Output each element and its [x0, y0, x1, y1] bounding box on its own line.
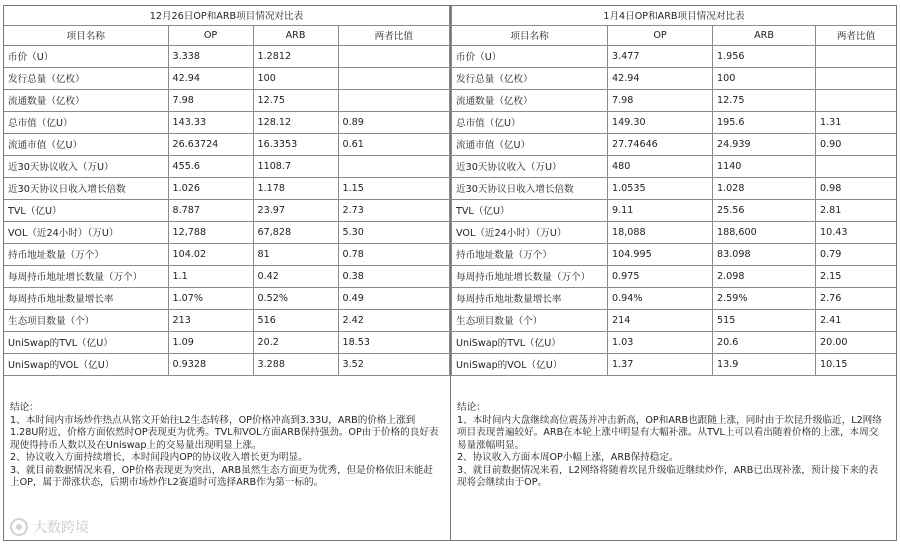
watermark-text: 大数跨境	[33, 520, 89, 536]
table-cell: 0.90	[816, 133, 897, 155]
table-cell: 1140	[713, 155, 816, 177]
table-cell: 2.41	[816, 309, 897, 331]
table-cell: 143.33	[168, 111, 253, 133]
left-comparison-table	[4, 6, 450, 376]
table-cell: 0.78	[338, 243, 450, 265]
table-row	[4, 287, 450, 309]
conclusion-line: 3、就目前数据情况来看，L2网络将随着坎昆升级临近继续炒作，ARB已出现补涨，预计接下来的表现将会继续由于OP。	[457, 464, 879, 488]
table-cell: 10.15	[816, 353, 897, 375]
table-row	[4, 309, 450, 331]
table-title: 1月4日OP和ARB项目情况对比表	[452, 6, 897, 25]
table-cell: 流通市值（亿U）	[452, 133, 608, 155]
table-cell: 0.975	[608, 265, 713, 287]
table-row	[4, 331, 450, 353]
table-cell: 24.939	[713, 133, 816, 155]
table-cell: 214	[608, 309, 713, 331]
column-header: OP	[168, 25, 253, 45]
table-cell: 1.178	[253, 177, 338, 199]
table-cell	[338, 155, 450, 177]
table-cell: 每周持币地址增长数量（万个）	[452, 265, 608, 287]
table-cell: 23.97	[253, 199, 338, 221]
table-cell: 总市值（亿U）	[452, 111, 608, 133]
table-cell	[816, 155, 897, 177]
title-row	[452, 6, 897, 25]
header-row	[452, 25, 897, 45]
table-cell: 币价（U）	[452, 45, 608, 67]
table-row	[4, 133, 450, 155]
table-cell: 515	[713, 309, 816, 331]
table-cell: 3.288	[253, 353, 338, 375]
table-cell: 近30天协议日收入增长倍数	[4, 177, 168, 199]
table-cell: 12.75	[253, 89, 338, 111]
table-cell: 1.028	[713, 177, 816, 199]
table-cell: 128.12	[253, 111, 338, 133]
table-row	[452, 155, 897, 177]
table-cell	[816, 67, 897, 89]
table-cell: 每周持币地址数量增长率	[4, 287, 168, 309]
conclusion-line: 3、就目前数据情况来看，OP价格表现更为突出，ARB虽然生态方面更为优秀，但是价格依旧未能赶上OP，属于滞涨状态，后期市场炒作L2赛道时可选择ARB作为第一标的。	[10, 464, 433, 488]
table-cell: 0.38	[338, 265, 450, 287]
table-cell: 发行总量（亿枚）	[4, 67, 168, 89]
column-header: ARB	[713, 25, 816, 45]
table-cell	[338, 67, 450, 89]
table-cell: 18,088	[608, 221, 713, 243]
table-cell: 455.6	[168, 155, 253, 177]
table-cell: 币价（U）	[4, 45, 168, 67]
table-cell: 0.89	[338, 111, 450, 133]
column-header: OP	[608, 25, 713, 45]
table-cell: 1.37	[608, 353, 713, 375]
right-conclusion	[451, 376, 896, 490]
table-cell	[816, 89, 897, 111]
header-row	[4, 25, 450, 45]
table-cell: 持币地址数量（万个）	[4, 243, 168, 265]
table-cell: VOL（近24小时）（万U）	[4, 221, 168, 243]
right-panel	[450, 6, 896, 540]
table-cell: 2.81	[816, 199, 897, 221]
table-cell: 1.0535	[608, 177, 713, 199]
table-cell: 2.73	[338, 199, 450, 221]
table-cell: 195.6	[713, 111, 816, 133]
table-cell: 20.00	[816, 331, 897, 353]
table-row	[452, 331, 897, 353]
table-cell: 27.74646	[608, 133, 713, 155]
table-row	[452, 243, 897, 265]
table-row	[4, 353, 450, 375]
table-cell: 104.02	[168, 243, 253, 265]
table-cell: UniSwap的TVL（亿U）	[4, 331, 168, 353]
table-cell: UniSwap的VOL（亿U）	[452, 353, 608, 375]
table-row	[4, 155, 450, 177]
table-row	[4, 177, 450, 199]
table-cell: 100	[713, 67, 816, 89]
table-row	[452, 309, 897, 331]
column-header: 项目名称	[452, 25, 608, 45]
title-row	[4, 6, 450, 25]
column-header: 两者比值	[338, 25, 450, 45]
table-cell: 7.98	[608, 89, 713, 111]
table-cell: 149.30	[608, 111, 713, 133]
column-header: 项目名称	[4, 25, 168, 45]
watermark-logo-icon	[10, 518, 28, 536]
table-row	[4, 111, 450, 133]
table-row	[452, 89, 897, 111]
table-cell: 16.3353	[253, 133, 338, 155]
conclusion-line: 1、本时间内市场炒作热点从铭文开始往L2生态转移，OP价格冲高到3.33U，ARB的价格上涨到1.28U附近，价格方面依然时OP表现更为优秀。TVL和VOL方面ARB保持强劲。OP由于价格的良好表现使得持币人数以及在Uniswap上的交易量出现明显上涨。	[10, 414, 439, 451]
table-cell: 1.026	[168, 177, 253, 199]
table-cell: 12.75	[713, 89, 816, 111]
table-cell: 0.9328	[168, 353, 253, 375]
watermark	[10, 517, 89, 537]
table-cell: UniSwap的TVL（亿U）	[452, 331, 608, 353]
table-cell: 生态项目数量（个）	[4, 309, 168, 331]
table-cell: 0.79	[816, 243, 897, 265]
table-row	[452, 287, 897, 309]
table-row	[4, 199, 450, 221]
table-cell: 2.098	[713, 265, 816, 287]
table-cell: 81	[253, 243, 338, 265]
conclusion-label: 结论：	[457, 401, 486, 413]
table-cell: 20.2	[253, 331, 338, 353]
table-cell: 2.76	[816, 287, 897, 309]
table-cell: 516	[253, 309, 338, 331]
table-cell: 0.49	[338, 287, 450, 309]
table-cell: 0.94%	[608, 287, 713, 309]
table-cell: 1.2812	[253, 45, 338, 67]
table-cell: 1108.7	[253, 155, 338, 177]
table-cell: 1.03	[608, 331, 713, 353]
table-cell: 近30天协议收入（万U）	[452, 155, 608, 177]
table-row	[452, 111, 897, 133]
table-cell: 发行总量（亿枚）	[452, 67, 608, 89]
table-cell: 3.52	[338, 353, 450, 375]
table-cell	[338, 45, 450, 67]
table-cell: 总市值（亿U）	[4, 111, 168, 133]
table-cell: 9.11	[608, 199, 713, 221]
table-cell: 2.15	[816, 265, 897, 287]
left-panel	[4, 6, 450, 540]
table-row	[4, 265, 450, 287]
table-cell: 每周持币地址数量增长率	[452, 287, 608, 309]
table-cell: 8.787	[168, 199, 253, 221]
table-cell: 104.995	[608, 243, 713, 265]
comparison-document	[3, 5, 897, 541]
table-cell: 42.94	[608, 67, 713, 89]
table-row	[452, 177, 897, 199]
table-cell: 0.42	[253, 265, 338, 287]
column-header: ARB	[253, 25, 338, 45]
right-comparison-table	[451, 6, 896, 376]
conclusion-line: 2、协议收入方面持续增长，本时间段内OP的协议收入增长更为明显。	[10, 452, 308, 464]
table-row	[452, 265, 897, 287]
table-row	[4, 221, 450, 243]
left-conclusion	[4, 376, 450, 490]
table-cell: 3.338	[168, 45, 253, 67]
table-cell: TVL（亿U）	[4, 199, 168, 221]
table-row	[452, 353, 897, 375]
table-row	[452, 67, 897, 89]
table-cell: VOL（近24小时）（万U）	[452, 221, 608, 243]
table-row	[452, 45, 897, 67]
table-cell: 3.477	[608, 45, 713, 67]
table-cell: TVL（亿U）	[452, 199, 608, 221]
table-cell	[338, 89, 450, 111]
table-row	[4, 243, 450, 265]
table-cell: 0.61	[338, 133, 450, 155]
table-cell: 0.98	[816, 177, 897, 199]
table-row	[452, 221, 897, 243]
table-cell: UniSwap的VOL（亿U）	[4, 353, 168, 375]
table-cell: 25.56	[713, 199, 816, 221]
table-row	[4, 89, 450, 111]
table-cell: 1.31	[816, 111, 897, 133]
table-row	[4, 67, 450, 89]
table-cell: 生态项目数量（个）	[452, 309, 608, 331]
table-cell: 流通数量（亿枚）	[452, 89, 608, 111]
table-cell: 188,600	[713, 221, 816, 243]
table-cell: 流通市值（亿U）	[4, 133, 168, 155]
table-cell: 1.09	[168, 331, 253, 353]
table-cell: 12,788	[168, 221, 253, 243]
table-row	[4, 45, 450, 67]
table-cell: 2.42	[338, 309, 450, 331]
table-cell: 流通数量（亿枚）	[4, 89, 168, 111]
table-cell: 42.94	[168, 67, 253, 89]
table-cell: 近30天协议日收入增长倍数	[452, 177, 608, 199]
conclusion-line: 1、本时间内大盘继续高位震荡并冲击新高，OP和ARB也跟随上涨，同时由于坎昆升级临近，L2网络项目表现普遍较好。ARB在本轮上涨中明显有大幅补涨。从TVL上可以看出随着价格的上涨，本周交易量涨幅明显。	[457, 414, 882, 451]
table-cell: 1.15	[338, 177, 450, 199]
table-row	[452, 199, 897, 221]
table-row	[452, 133, 897, 155]
table-cell: 213	[168, 309, 253, 331]
table-cell: 7.98	[168, 89, 253, 111]
table-cell: 480	[608, 155, 713, 177]
table-cell	[816, 45, 897, 67]
table-cell: 持币地址数量（万个）	[452, 243, 608, 265]
table-cell: 18.53	[338, 331, 450, 353]
table-cell: 26.63724	[168, 133, 253, 155]
table-cell: 100	[253, 67, 338, 89]
table-cell: 1.956	[713, 45, 816, 67]
table-cell: 10.43	[816, 221, 897, 243]
table-title: 12月26日OP和ARB项目情况对比表	[4, 6, 450, 25]
conclusion-label: 结论：	[10, 401, 39, 413]
table-cell: 1.07%	[168, 287, 253, 309]
table-cell: 每周持币地址增长数量（万个）	[4, 265, 168, 287]
table-cell: 83.098	[713, 243, 816, 265]
table-cell: 13.9	[713, 353, 816, 375]
table-cell: 1.1	[168, 265, 253, 287]
table-cell: 5.30	[338, 221, 450, 243]
table-cell: 0.52%	[253, 287, 338, 309]
table-cell: 67,828	[253, 221, 338, 243]
table-cell: 近30天协议收入（万U）	[4, 155, 168, 177]
column-header: 两者比值	[816, 25, 897, 45]
conclusion-line: 2、协议收入方面本周OP小幅上涨，ARB保持稳定。	[457, 452, 679, 464]
table-cell: 20.6	[713, 331, 816, 353]
table-cell: 2.59%	[713, 287, 816, 309]
